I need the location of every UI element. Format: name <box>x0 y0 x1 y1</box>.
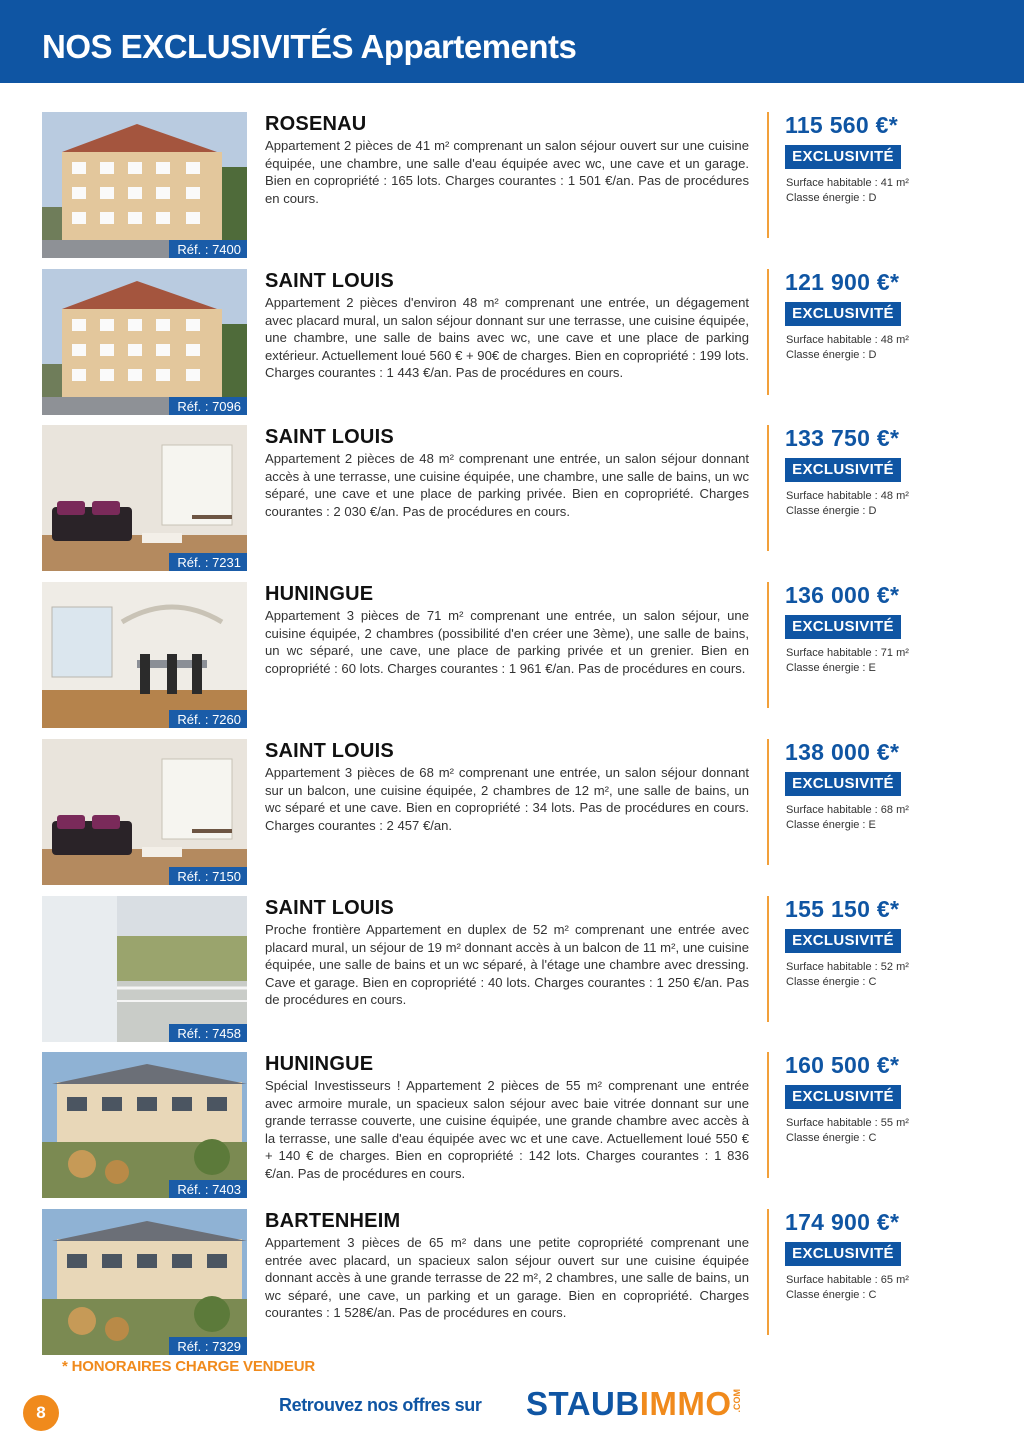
listing-meta <box>786 803 909 833</box>
listing-text <box>265 425 749 520</box>
energy-class: Classe énergie : C <box>786 1132 877 1144</box>
listing-photo[interactable] <box>42 112 247 258</box>
living-room-photo <box>42 425 247 571</box>
balcony-photo <box>42 896 247 1042</box>
listing-text <box>265 739 749 834</box>
exclusivity-badge: EXCLUSIVITÉ <box>785 1242 901 1266</box>
listing-price: 133 750 €* <box>785 425 900 451</box>
listing-card[interactable] <box>0 1209 1024 1357</box>
reference-label: Réf. : 7403 <box>169 1180 247 1198</box>
divider-line <box>767 582 769 708</box>
energy-class: Classe énergie : E <box>786 662 876 674</box>
surface-area: Surface habitable : 65 m² <box>786 1274 909 1286</box>
listing-description: Appartement 2 pièces de 48 m² comprenant une entrée, un salon séjour donnant accès à une terrasse, une cuisine équipée, une chambre, une salle de bains, un wc séparé, une cave et une place de parking privée. Bien en copropriété. Charges courantes : 2 030 €/an. Pas de procédures en cours. <box>265 451 749 519</box>
divider-line <box>767 425 769 551</box>
energy-class: Classe énergie : E <box>786 819 876 831</box>
listing-photo[interactable] <box>42 582 247 728</box>
reference-label: Réf. : 7260 <box>169 710 247 728</box>
listing-description: Appartement 3 pièces de 68 m² comprenant une entrée, un salon séjour donnant sur un balcon, une cuisine équipée, 2 chambres de 12 m², une salle de bains, un wc séparé et une cave. Bien en copropriété : 34 lots. Pas de procédures en cours. Charges courantes : 2 457 €/an. <box>265 765 749 833</box>
listing-description: Appartement 3 pièces de 65 m² dans une petite copropriété comprenant une entrée avec placard, un spacieux salon séjour ouvert sur une cuisine équipée donnant accès à une grande terrasse de 22 m², 2 chambres, une salle de bains, un wc séparé, une cave, un parking et un garage. Bien en copropriété. Charges courantes : 1 528€/an. Pas de procédures en cours. <box>265 1235 749 1320</box>
living-room-photo <box>42 739 247 885</box>
surface-area: Surface habitable : 52 m² <box>786 961 909 973</box>
listing-card[interactable] <box>0 582 1024 730</box>
exclusivity-badge: EXCLUSIVITÉ <box>785 458 901 482</box>
energy-class: Classe énergie : C <box>786 1289 877 1301</box>
exclusivity-badge: EXCLUSIVITÉ <box>785 615 901 639</box>
dining-room-photo <box>42 582 247 728</box>
surface-area: Surface habitable : 48 m² <box>786 334 909 346</box>
listing-photo[interactable] <box>42 269 247 415</box>
listing-city: SAINT LOUIS <box>265 426 394 448</box>
surface-area: Surface habitable : 41 m² <box>786 177 909 189</box>
listing-text <box>265 896 749 1009</box>
listing-price: 174 900 €* <box>785 1209 900 1235</box>
exclusivity-badge: EXCLUSIVITÉ <box>785 929 901 953</box>
listing-photo[interactable] <box>42 896 247 1042</box>
listing-description: Appartement 2 pièces de 41 m² comprenant un salon séjour ouvert sur une cuisine équipée, une chambre, une salle d'eau équipée avec wc, une cave et un garage. Bien en copropriété : 165 lots. Charges courantes : 1 501 €/an. Pas de procédures en cours. <box>265 138 749 206</box>
surface-area: Surface habitable : 71 m² <box>786 647 909 659</box>
listing-text <box>265 1209 749 1322</box>
listing-text <box>265 1052 749 1182</box>
listing-photo[interactable] <box>42 1052 247 1198</box>
listing-photo[interactable] <box>42 1209 247 1355</box>
surface-area: Surface habitable : 68 m² <box>786 804 909 816</box>
building-photo <box>42 112 247 258</box>
listing-card[interactable] <box>0 425 1024 573</box>
building-photo <box>42 269 247 415</box>
listing-card[interactable] <box>0 1052 1024 1200</box>
listing-city: SAINT LOUIS <box>265 270 394 292</box>
listing-photo[interactable] <box>42 739 247 885</box>
listing-price: 121 900 €* <box>785 269 900 295</box>
exclusivity-badge: EXCLUSIVITÉ <box>785 302 901 326</box>
exclusivity-badge: EXCLUSIVITÉ <box>785 1085 901 1109</box>
page-title: NOS EXCLUSIVITÉS Appartements <box>42 28 577 65</box>
listing-meta <box>786 1273 909 1303</box>
listing-city: HUNINGUE <box>265 1053 374 1075</box>
listing-meta <box>786 333 909 363</box>
energy-class: Classe énergie : D <box>786 192 877 204</box>
energy-class: Classe énergie : C <box>786 976 877 988</box>
reference-label: Réf. : 7400 <box>169 240 247 258</box>
reference-label: Réf. : 7150 <box>169 867 247 885</box>
listing-card[interactable] <box>0 112 1024 260</box>
reference-label: Réf. : 7096 <box>169 397 247 415</box>
exclusivity-badge: EXCLUSIVITÉ <box>785 772 901 796</box>
garden-building-photo <box>42 1052 247 1198</box>
listing-description: Spécial Investisseurs ! Appartement 2 pièces de 55 m² comprenant une entrée avec armoire murale, un spacieux salon séjour avec baie vitrée donnant sur une grande terrasse couverte, une cuisine équipée, une grande chambre avec accès à la terrasse, une salle d'eau équipée avec wc et une cave. Actuellement loué 550 € + 140 € de charges. Bien en copropriété : 142 lots. Charges courantes : 1 836 €/an. Pas de procédures en cours. <box>265 1078 749 1181</box>
divider-line <box>767 896 769 1022</box>
staubimmo-logo[interactable] <box>526 1385 742 1425</box>
listing-meta <box>786 646 909 676</box>
exclusivity-badge: EXCLUSIVITÉ <box>785 145 901 169</box>
reference-label: Réf. : 7458 <box>169 1024 247 1042</box>
listing-card[interactable] <box>0 896 1024 1044</box>
surface-area: Surface habitable : 48 m² <box>786 490 909 502</box>
listing-meta <box>786 176 909 206</box>
listing-description: Appartement 2 pièces d'environ 48 m² comprenant une entrée, un dégagement avec placard mural, un salon séjour donnant sur une terrasse, une cuisine équipée, une chambre, une salle de bains avec wc, une cave et une place de parking extérieur. Actuellement loué 560 € + 90€ de charges. Bien en copropriété : 199 lots. Charges courantes : 1 443 €/an. Pas de procédures en cours. <box>265 295 749 380</box>
divider-line <box>767 1052 769 1178</box>
listing-photo[interactable] <box>42 425 247 571</box>
garden-building-photo <box>42 1209 247 1355</box>
listing-card[interactable] <box>0 269 1024 417</box>
listing-text <box>265 582 749 677</box>
divider-line <box>767 1209 769 1335</box>
reference-label: Réf. : 7231 <box>169 553 247 571</box>
energy-class: Classe énergie : D <box>786 505 877 517</box>
fees-footnote: * HONORAIRES CHARGE VENDEUR <box>62 1358 315 1375</box>
listing-city: HUNINGUE <box>265 583 374 605</box>
surface-area: Surface habitable : 55 m² <box>786 1117 909 1129</box>
listing-price: 115 560 €* <box>785 112 899 138</box>
divider-line <box>767 112 769 238</box>
listing-city: ROSENAU <box>265 113 367 135</box>
divider-line <box>767 269 769 395</box>
listing-price: 136 000 €* <box>785 582 900 608</box>
logo-text-staub: STAUB <box>526 1385 640 1422</box>
listing-city: BARTENHEIM <box>265 1210 401 1232</box>
listing-meta <box>786 489 909 519</box>
listing-price: 155 150 €* <box>785 896 900 922</box>
energy-class: Classe énergie : D <box>786 349 877 361</box>
reference-label: Réf. : 7329 <box>169 1337 247 1355</box>
divider-line <box>767 739 769 865</box>
listing-card[interactable] <box>0 739 1024 887</box>
listing-price: 138 000 €* <box>785 739 900 765</box>
logo-text-immo: IMMO <box>639 1385 732 1422</box>
listing-text <box>265 269 749 382</box>
page-header <box>0 0 1024 83</box>
page-number: 8 <box>23 1395 59 1431</box>
listing-meta <box>786 1116 909 1146</box>
listing-city: SAINT LOUIS <box>265 897 394 919</box>
listing-meta <box>786 960 909 990</box>
listing-description: Proche frontière Appartement en duplex de 52 m² comprenant une entrée avec placard mural, un séjour de 19 m² donnant accès à un balcon de 11 m², une cuisine équipée, une salle de bains et un wc séparé, à l'étage une chambre avec dressing. Cave et garage. Bien en copropriété : 40 lots. Charges courantes : 1 250 €/an. Pas de procédures en cours. <box>265 922 749 1007</box>
find-offers-text: Retrouvez nos offres sur <box>279 1395 482 1415</box>
listing-price: 160 500 €* <box>785 1052 900 1078</box>
listing-description: Appartement 3 pièces de 71 m² comprenant une entrée, un salon séjour, une cuisine équipée, 2 chambres (possibilité d'en créer une 3ème), une salle de bains, un wc séparé, une cave, une place de parking privée et un grenier. Bien en copropriété : 60 lots. Charges courantes : 1 961 €/an. Pas de procédures en cours. <box>265 608 749 676</box>
listing-city: SAINT LOUIS <box>265 740 394 762</box>
listing-text <box>265 112 749 207</box>
logo-domain: .COM <box>732 1389 742 1413</box>
